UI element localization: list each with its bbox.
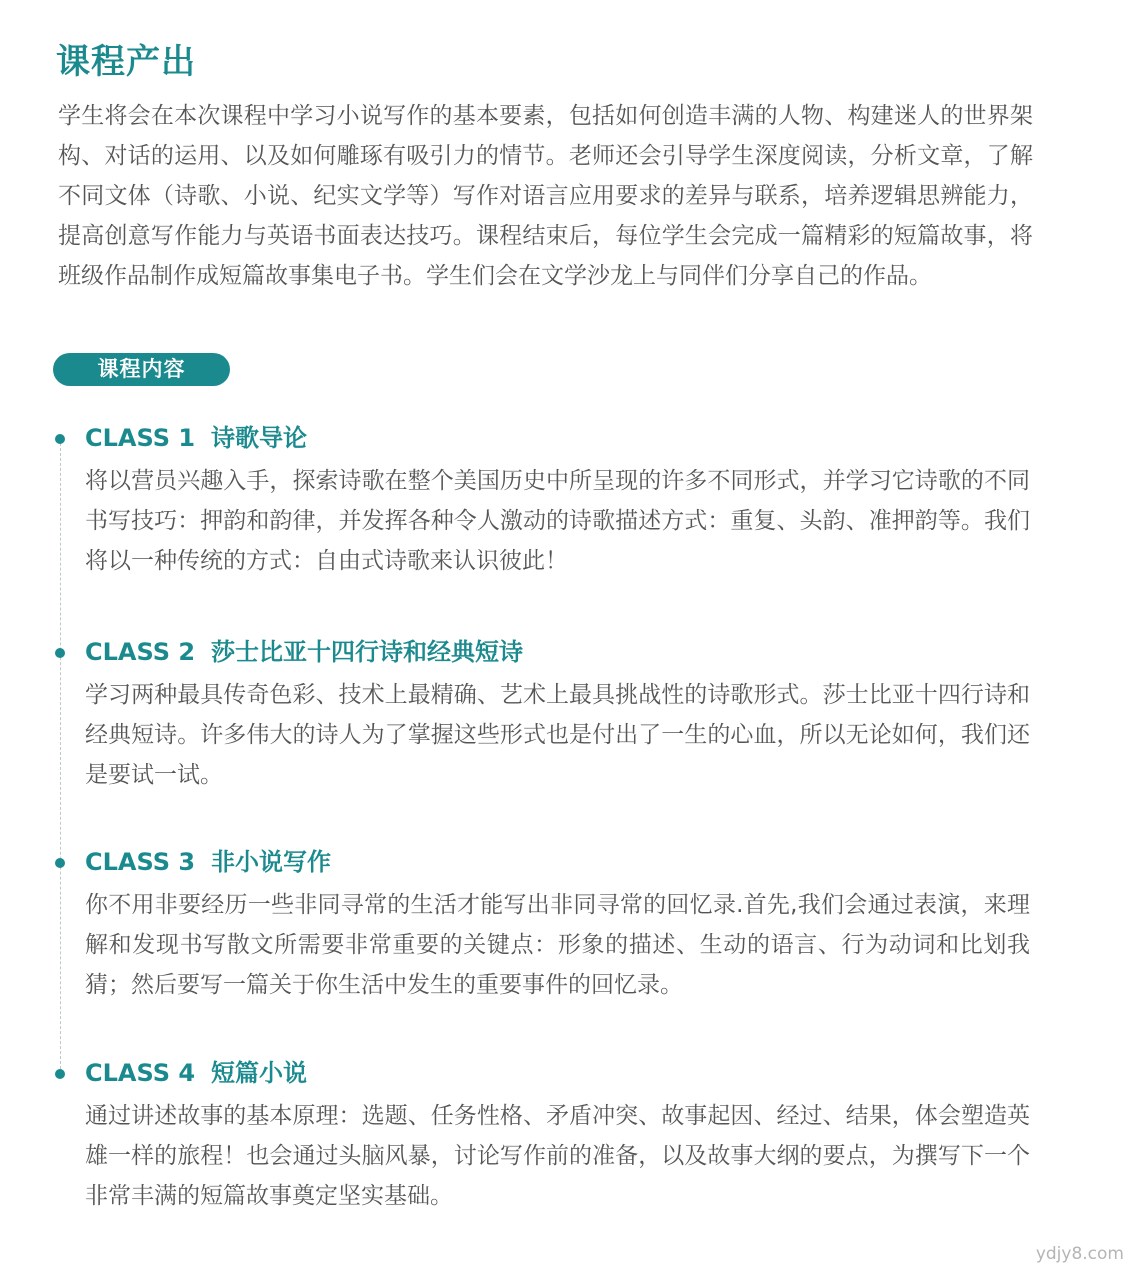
class-title: 诗歌导论 [211,424,308,452]
class-number: CLASS 3 [85,848,196,876]
class-number: CLASS 4 [85,1059,196,1087]
page-title: 课程产出 [56,42,196,82]
class-description: 将以营员兴趣入手，探索诗歌在整个美国历史中所呈现的许多不同形式，并学习它诗歌的不同书写技巧：押韵和韵律，并发挥各种令人激动的诗歌描述方式：重复、头韵、准押韵等。我们将以一种传统的方式：自由式诗歌来认识彼此！ [85,468,1030,574]
timeline-dot-icon [55,434,65,444]
class-description: 你不用非要经历一些非同寻常的生活才能写出非同寻常的回忆录.首先,我们会通过表演，来理解和发现书写散文所需要非常重要的关键点：形象的描述、生动的语言、行为动词和比划我猜；然后要写一篇关于你生活中发生的重要事件的回忆录。 [85,892,1030,998]
timeline-dot-icon [55,1069,65,1079]
class-description: 学习两种最具传奇色彩、技术上最精确、艺术上最具挑战性的诗歌形式。莎士比亚十四行诗和经典短诗。许多伟大的诗人为了掌握这些形式也是付出了一生的心血，所以无论如何，我们还是要试一试。 [85,682,1030,788]
class-heading [85,1056,307,1090]
timeline-line [60,438,61,1074]
class-heading [85,421,307,455]
timeline-dot-icon [55,858,65,868]
timeline-dot-icon [55,648,65,658]
watermark: ydjy8.com [1035,1244,1124,1264]
class-title: 莎士比亚十四行诗和经典短诗 [211,638,524,666]
class-title: 短篇小说 [211,1059,308,1087]
class-title: 非小说写作 [211,848,332,876]
intro-paragraph: 学生将会在本次课程中学习小说写作的基本要素，包括如何创造丰满的人物、构建迷人的世界架构、对话的运用、以及如何雕琢有吸引力的情节。老师还会引导学生深度阅读，分析文章，了解不同文体（诗歌、小说、纪实文学等）写作对语言应用要求的差异与联系，培养逻辑思辨能力，提高创意写作能力与英语书面表达技巧。课程结束后，每位学生会完成一篇精彩的短篇故事，将班级作品制作成短篇故事集电子书。学生们会在文学沙龙上与同伴们分享自己的作品。 [58,103,1033,289]
class-description: 通过讲述故事的基本原理：选题、任务性格、矛盾冲突、故事起因、经过、结果，体会塑造英雄一样的旅程！也会通过头脑风暴，讨论写作前的准备，以及故事大纲的要点，为撰写下一个非常丰满的短篇故事奠定坚实基础。 [85,1103,1030,1209]
class-number: CLASS 1 [85,424,196,452]
class-number: CLASS 2 [85,638,196,666]
class-heading [85,845,331,879]
course-content-badge: 课程内容 [53,353,230,386]
class-heading [85,635,523,669]
